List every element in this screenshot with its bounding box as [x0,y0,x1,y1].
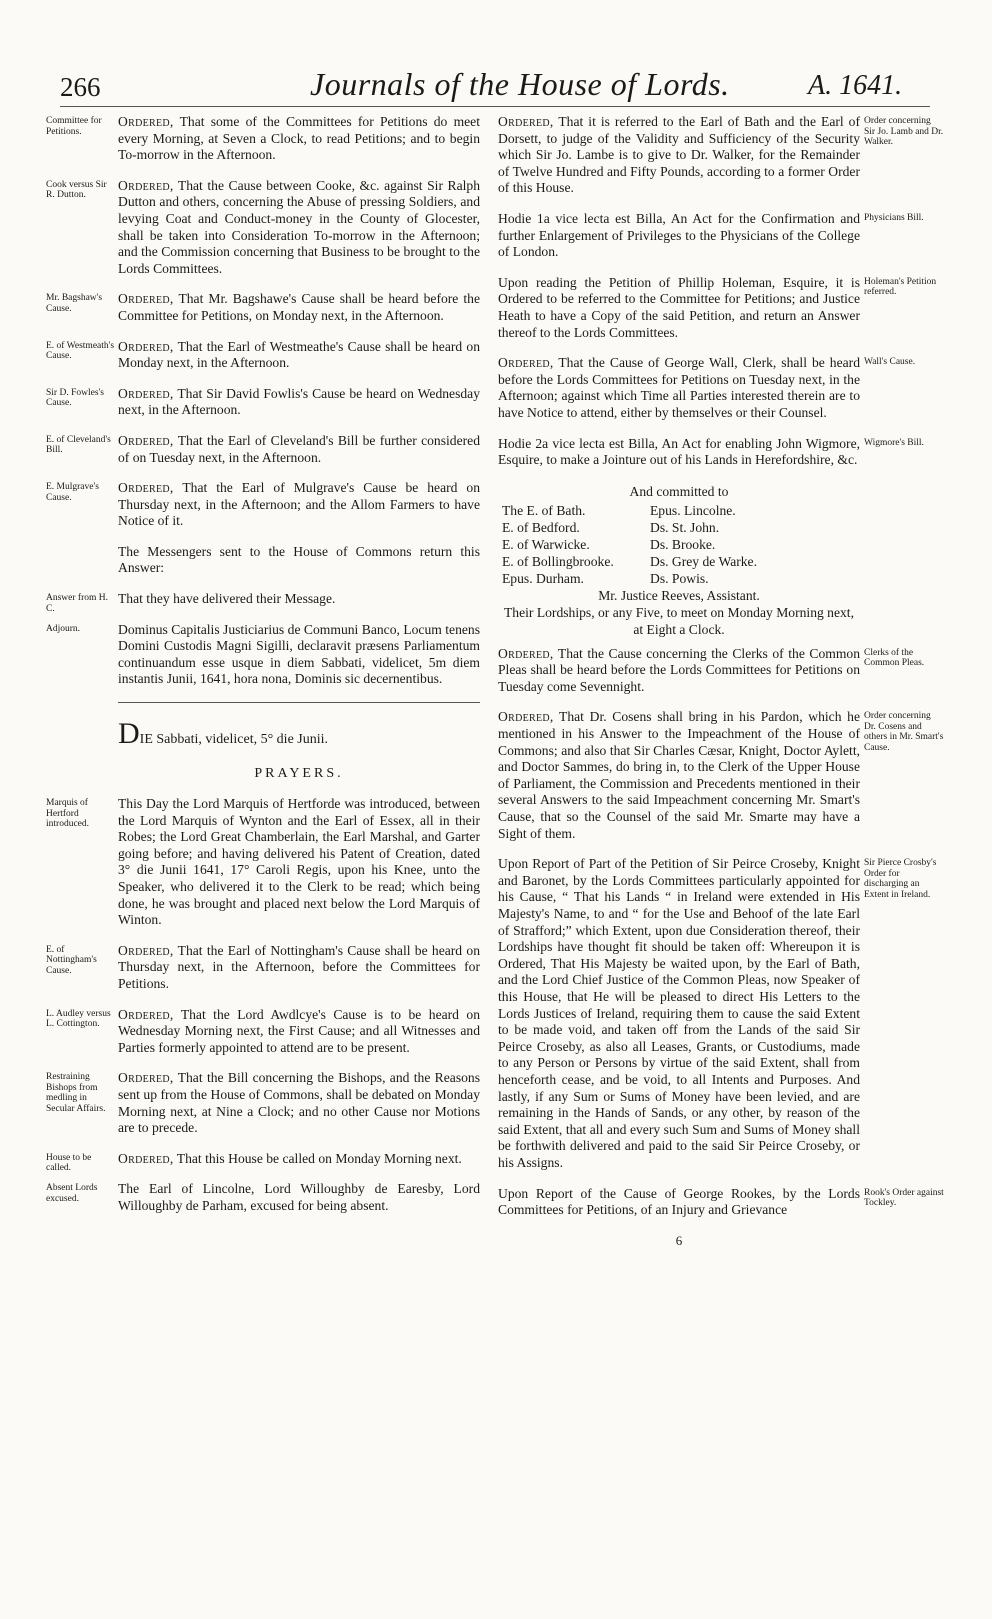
committee-member: E. of Bedford. [502,519,580,535]
entry-lead: Ordered, [118,432,174,448]
committee-assistant: Mr. Justice Reeves, Assistant. [598,587,760,603]
margin-note: E. of Westmeath's Cause. [46,340,115,362]
entry-text: That Sir David Fowlis's Cause be heard on Wednesday next, in the Afternoon. [118,385,480,418]
entry-text: That Dr. Cosens shall bring in his Pardon, which he mentioned in his Answer to the Impeachment of the House of Commons; and also that Sir Charles Cæsar, Knight, Doctor Aylett, and Doctor Sammes, do bring in, to the Clerk of the Upper House of Parliament, the Commission and Precedents mentioned in their several Answers to the said Impeachment concerning Mr. Smart's Cause, that so the Counsel of the said Mr. Smarte may have a Sight of them. [498,709,860,841]
margin-note: Order concerning Dr. Cosens and others in Mr. Smart's Cause. [864,711,944,753]
entry-text: That the Lord Awdlcye's Cause is to be heard on Wednesday Morning next, the First Cause; and all Witnesses and Parties formerly appointed to attend are to be present. [118,1006,480,1055]
committee-member: Ds. Powis. [650,570,709,586]
entry-text: That the Earl of Nottingham's Cause shall be heard on Thursday next, in the Afternoon, before the Committees for Petitions. [118,942,480,991]
entry-text: Upon reading the Petition of Phillip Holeman, Esquire, it is Ordered to be referred to the Committee for Petitions; and Justice Heath to have a Copy of the said Petition, and return an Answer thereof to the Lords Committees. [498,274,860,340]
committee-row [498,502,860,519]
year: A. 1641. [808,70,903,101]
journal-entry [118,1007,480,1057]
entry-text: That the Bill concerning the Bishops, and the Reasons sent up from the House of Commons, shall be debated on Monday Morning next, at Nine a Clock; and no other Cause nor Motions are to precede. [118,1070,480,1136]
margin-note: Cook versus Sir R. Dutton. [46,179,107,201]
right-column [498,114,860,1249]
entry-lead: Ordered, [498,355,554,371]
margin-note: Absent Lords excused. [46,1183,98,1204]
margin-note: Holeman's Petition referred. [864,276,937,298]
margin-note: E. Mulgrave's Cause. [46,482,99,503]
journal-entry [118,622,480,688]
committee-member: Ds. St. John. [650,519,720,535]
entry-text: Hodie 2a vice lecta est Billa, An Act for enabling John Wigmore, Esquire, to make a Jointure out of his Lands in Herefordshire, &c. [498,435,860,468]
journal-entry [118,433,480,466]
section-rule [118,702,480,703]
committee-member: The E. of Bath. [502,502,586,518]
day-heading-text: IE Sabbati, videlicet, 5° die Junii. [139,732,329,748]
entry-text: That the Cause concerning the Clerks of the Common Pleas shall be heard before the Lords Committees for Petitions on Tuesday come Sevennight. [498,645,860,694]
entry-lead: Ordered, [498,709,554,725]
entry-text: That they have delivered their Message. [118,591,336,607]
entry-text: That Mr. Bagshawe's Cause shall be heard before the Committee for Petitions, on Monday next, in the Afternoon. [118,291,480,323]
entry-text: That the Cause of George Wall, Clerk, shall be heard before the Lords Committees for Petitions on Tuesday next, in the Afternoon; against which Time all Parties interested therein are to have Notice to attend, either by themselves or their Counsel. [498,355,860,420]
drop-initial: D [118,717,140,751]
entry-text: That the Earl of Westmeathe's Cause shall be heard on Monday next, in the Afternoon. [118,338,480,371]
committee-row [498,570,860,587]
margin-note: L. Audley versus L. Cottington. [46,1008,111,1030]
margin-note: Committee for Petitions. [46,116,102,137]
entry-lead: Ordered, [118,942,174,958]
committee-member: Ds. Brooke. [650,536,716,552]
entry-text: The Earl of Lincolne, Lord Willoughby de Earesby, Lord Willoughby de Parham, excused for being absent. [118,1181,480,1213]
entry-lead: Ordered, [118,1150,174,1166]
margin-note: Adjourn. [46,623,81,634]
journal-entry [118,796,480,929]
entry-text: This Day the Lord Marquis of Hertforde was introduced, between the Lord Marquis of Wynton and the Earl of Essex, all in their Robes; the Lord Great Chamberlain, the Earl Marshal, and Garter going before; and having delivered his Patent of Creation, dated 3° die Junii 1641, 17° Caroli Regis, upon his Knee, unto the Speaker, who delivered it to the Clerk to be read; which being done, he was brought and placed next below the Lord Marquis of Winton. [118,796,480,928]
journal-entry [498,1186,860,1219]
journal-entry [498,355,860,421]
left-column [118,114,480,1229]
margin-note: E. of Nottingham's Cause. [46,944,97,976]
journal-entry [498,709,860,842]
entry-lead: Ordered, [118,385,174,401]
journal-entry [118,386,480,419]
margin-note: E. of Cleveland's Bill. [46,434,111,456]
journal-entry [498,646,860,696]
running-title: Journals of the House of Lords. [310,66,730,102]
margin-note: Sir D. Fowles's Cause. [46,387,104,409]
margin-note: Rook's Order against Tockley. [864,1187,944,1208]
entry-text: That the Cause between Cooke, &c. against Sir Ralph Dutton and others, concerning the Abuse of pressing Soldiers, and levying Coat and Conduct-money in the County of Glocester, shall be taken into Consideration To-morrow in the Afternoon; and the Commission concerning that Business to be brought to the Lords Committees. [118,177,480,276]
journal-entry [118,1151,480,1168]
committee-list [498,483,860,638]
committee-member: Ds. Grey de Warke. [650,553,757,569]
entry-text: Upon Report of the Cause of George Rookes, by the Lords Committees for Petitions, of an Injury and Grievance [498,1185,860,1218]
journal-entry [118,178,480,278]
committee-row [498,536,860,553]
margin-note: Order concerning Sir Jo. Lamb and Dr. Walker. [864,116,944,147]
entry-text: Dominus Capitalis Justiciarius de Communi Banco, Locum tenens Domini Custodis Magni Sigilli, declaravit præsens Parliamentum continuandum esse usque in diem Sabbati, videlicet, 5m diem instantis Junii, 1641, hora nona, Dominis sic decernentibus. [118,621,480,687]
entry-lead: Ordered, [118,480,174,496]
margin-note: Sir Pierce Crosby's Order for discharging an Extent in Ireland. [864,858,937,900]
journal-entry [498,114,860,197]
margin-note: Physicians Bill. [864,212,924,223]
committee-member: Epus. Lincolne. [650,502,736,518]
entry-text: That some of the Committees for Petitions do meet every Morning, at Seven a Clock, to read Petitions; and to begin To-morrow in the Afternoon. [118,114,480,163]
entry-lead: Ordered, [118,177,174,193]
entry-text: The Messengers sent to the House of Commons return this Answer: [118,543,480,576]
committee-row [498,519,860,536]
entry-lead: Ordered, [118,114,174,129]
entry-lead: Ordered, [118,338,174,354]
entry-text: That this House be called on Monday Morning next. [173,1150,462,1166]
margin-note: Answer from H. C. [46,593,109,614]
entry-text: Upon Report of Part of the Petition of Sir Peirce Croseby, Knight and Baronet, by the Lords Committees particularly appointed for his Cause, “ That his Lands “ in Ireland were extended in His Majesty's Name, to and “ for the Use and Behoof of the late Earl of Strafford;” which Extent, upon due Consideration thereof, their Lordships have thought fit should be taken off: Whereupon it is Ordered, That His Majesty be waited upon, by the Earl of Bath, and the Lord Chief Justice of the Common Pleas, now Speaker of this House, that He will be pleased to direct His Letters to the Lords Justices of Ireland, requiring them to cause the said Extent to be made void, and taken off from the Lands of the said Sir Peirce Croseby, as also all Leases, Grants, or Custodiums, made to any Person or Persons by virtue of the said Extent, shall from henceforth cease, and be void, to all Intents and Purposes. And lastly, if any Sum or Sums of Money have been levied, and are remaining in the Hands of Sands, or any other, by reason of the said Extent, that all and every such Sum and Sums of Money shall be forthwith delivered and paid to the said Sir Peirce Croseby, or his Assigns. [498,856,860,1170]
journal-entry [498,856,860,1171]
journal-entry [118,291,480,324]
entry-text: That it is referred to the Earl of Bath and the Earl of Dorsett, to judge of the Validity and Sufficiency of the Security which Sir Jo. Lambe is to give to Dr. Walker, for the Remainder of Twelve Hundred and Fifty Pounds, according to a former Order of this House. [498,114,860,196]
margin-note: Clerks of the Common Pleas. [864,647,925,669]
margin-note: Mr. Bagshaw's Cause. [46,293,103,314]
entry-text: That the Earl of Mulgrave's Cause be heard on Thursday next, in the Afternoon; and the Allom Farmers to have Notice of it. [118,480,480,529]
journal-entry [118,943,480,993]
entry-lead: Ordered, [498,645,554,661]
entry-text: Hodie 1a vice lecta est Billa, An Act for the Confirmation and further Enlargement of Privileges to the Physicians of the College of London. [498,210,860,260]
margin-note: Wigmore's Bill. [864,437,924,448]
prayers-heading: PRAYERS. [254,766,344,782]
journal-entry [118,544,480,577]
committee-heading: And committed to [629,483,729,499]
journal-entry [118,339,480,372]
journal-entry [498,436,860,469]
journal-entry [498,211,860,261]
entry-lead: Ordered, [118,1070,174,1086]
committee-member: E. of Bollingbrooke. [502,553,614,569]
page-number: 266 [60,72,101,102]
margin-note: Restraining Bishops from medling in Secular Affairs. [46,1072,106,1114]
entry-lead: Ordered, [498,114,554,129]
journal-entry [118,480,480,530]
margin-note: House to be called. [46,1152,92,1174]
signature-mark: 6 [675,1232,683,1248]
day-heading [118,717,480,751]
header-rule [60,106,930,107]
committee-member: E. of Warwicke. [502,536,590,552]
page-header [0,0,992,110]
entry-text: That the Earl of Cleveland's Bill be further considered of on Tuesday next, in the Afternoon. [118,432,480,465]
entry-lead: Ordered, [118,1006,174,1022]
entry-lead: Ordered, [118,291,174,307]
journal-entry [118,114,480,164]
journal-entry [118,1181,480,1214]
committee-meeting: Their Lordships, or any Five, to meet on Monday Morning next, at Eight a Clock. [504,604,854,637]
committee-row [498,553,860,570]
margin-note: Wall's Cause. [864,357,916,368]
journal-entry [118,591,480,608]
journal-entry [498,275,860,341]
committee-member: Epus. Durham. [502,570,584,586]
margin-note: Marquis of Hertford introduced. [46,798,90,830]
journal-entry [118,1070,480,1136]
